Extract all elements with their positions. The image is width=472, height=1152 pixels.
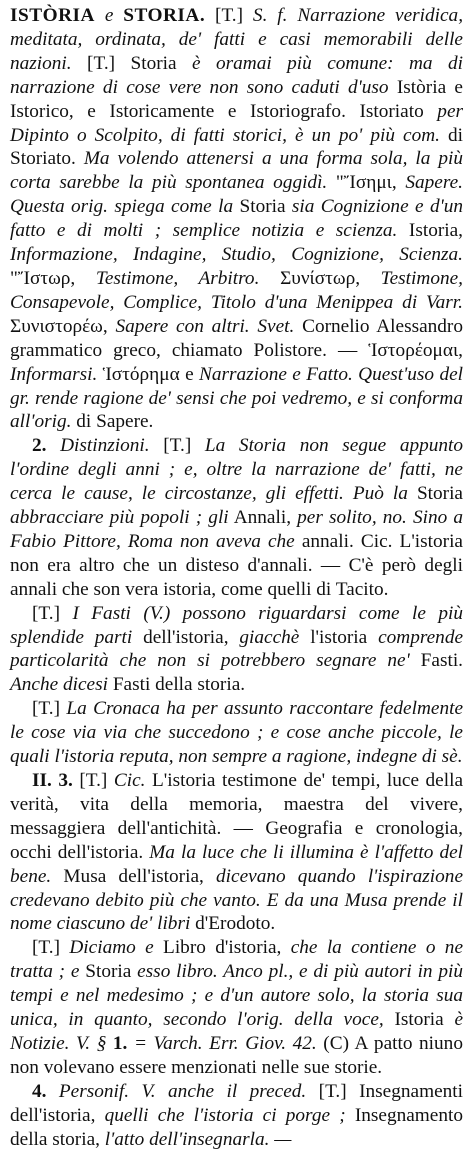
definition-text: Narrazione veridica, meditata, ordinata, de' fatti e casi memorabili delle nazioni. (10, 5, 464, 74)
note-text: comprende particolarità che non si potrebbero segnare ne' (10, 626, 464, 672)
term: Libro d'istoria, (163, 937, 282, 959)
source-tag: [T.] (215, 5, 244, 26)
entry-paragraph-cronaca (10, 697, 463, 769)
note-text: Sapere. Questa orig. spiega come la (10, 172, 464, 218)
sense-number: 4. (32, 1080, 47, 1102)
note-text: dicevano quando l'ispirazione credevano debito più che vanto. E da una Musa prende il nome ciascuno de' libri (10, 865, 464, 935)
sense-label: Distinzioni. (60, 435, 150, 457)
citation-text: = Varch. Err. Giov. 42. (133, 1032, 317, 1054)
greek-term: Συνιστορέω, (10, 315, 108, 337)
entry-paragraph-definition (10, 4, 463, 434)
greek-term: Ἱστορέομαι, (368, 339, 463, 361)
term: Annali, (233, 507, 292, 529)
note-text: giacchè (239, 626, 300, 648)
note-text: Diciamo e (69, 937, 154, 959)
term: d'Erodoto. (195, 913, 276, 935)
term: Fasti della storia. (112, 674, 246, 696)
term: Storia (416, 483, 463, 505)
synonyms: Informazione, Indagine, Studio, Cognizione, Scienza. (10, 244, 463, 266)
note-text: che la contiene o ne tratta ; e (10, 937, 464, 983)
gloss: Testimone, Arbitro. (95, 267, 260, 289)
headword: ISTÒRIA (10, 5, 95, 26)
note-text: quelli che l'istoria ci porge ; (104, 1104, 346, 1126)
term: di Storiato. (10, 124, 463, 170)
citation-text: Cornelio Alessandro grammatico greco, chiamato Polistore. — (10, 315, 463, 361)
sense-label: Personif. V. anche il preced. (58, 1080, 307, 1102)
note-text: La Storia non segue appunto l'ordine degli anni ; e, oltre la narrazione de' fatti, ne cerca le cause, le circostanze, gli effetti. Può la (10, 435, 464, 505)
note-text: per solito, no. Sino a Fabio Pittore, Roma non aveva che (10, 507, 463, 552)
sense-number: 2. (32, 435, 47, 457)
section-ref: 1. (112, 1032, 128, 1054)
citation-author: Cic. (113, 770, 146, 791)
conjunction: e (185, 363, 194, 385)
quote-text: A patto niuno non volevano essere menzionati nelle sue storie. (10, 1032, 463, 1078)
source-tag: [T.] (32, 937, 61, 959)
source-tag: [T.] (32, 698, 61, 720)
note-text: è oramai più comune: ma di narrazione di cose vere non sono caduti d'uso (10, 52, 463, 98)
term: Insegnamenti dell'istoria, (10, 1080, 463, 1126)
entry-paragraph-personif (10, 1080, 463, 1152)
note-text: esso libro. Anco pl., e di più autori in più tempi e nel medesimo ; e d'un autore solo, la storia sua unica, in quanto, secondo l'orig. della voce, (10, 961, 463, 1031)
quote-text: L'istoria testimone de' tempi, luce della verità, vita della memoria, maestra del vivere, messaggiera dell'antichità. — Geografia e cronologia, occhi dell'istoria. (10, 770, 464, 863)
quote-text: L'istoria non era altro che un disteso d'annali. — C'è però degli annali che son vera istoria, come quelli di Tacito. (10, 530, 463, 600)
note-text: Ma la luce che li illumina è l'affetto del bene. (10, 841, 463, 887)
gloss: Testimone, Consapevole, Complice, Titolo d'una Menippea di Varr. (10, 267, 463, 313)
source-tag: [T.] (87, 52, 116, 74)
headword-variant: STORIA. (123, 5, 206, 26)
note-text: abbracciare più popoli ; gli (10, 507, 229, 529)
note-text: sia Cognizione e d'un fatto e di molti ; semplice notizia e scienza. (10, 196, 463, 242)
note-text: per Dipinto o Scolpito, di fatti storici, è un po' più com. (10, 100, 463, 146)
term-list: Istòria e Istorico, e Istoricamente e Istoriografo. Istoriato (10, 76, 463, 122)
headword-conjunction: e (104, 5, 114, 26)
term: Fasti. (420, 650, 463, 672)
entry-paragraph-distinctions (10, 434, 463, 601)
term: Storia (239, 196, 286, 218)
sense-number: II. 3. (32, 770, 73, 791)
term: Insegnamento della storia, (10, 1104, 463, 1150)
term: l'istoria (310, 626, 368, 648)
note-text: l'atto dell'insegnarla. — (104, 1128, 292, 1150)
greek-term: "Ἴσημι, (335, 172, 397, 194)
term: Istoria (394, 1009, 444, 1031)
entry-paragraph-cicero (10, 769, 463, 936)
note-text: La Cronaca ha per assunto raccontare fedelmente le cose via via che succedono ; e cose anche piccole, le quali l'istoria reputa, non sempre a ragione, indegne di sè. (10, 698, 464, 768)
note-text: Ma volendo attenersi a una forma sola, la più corta sarebbe la più spontanea oggidì. (10, 148, 463, 194)
entry-paragraph-libro (10, 936, 463, 1079)
source-tag: [T.] (79, 770, 108, 791)
source-tag: [T.] (163, 435, 192, 457)
note-text: I Fasti (V.) possono riguardarsi come le più splendide parti (10, 602, 463, 648)
term: Istoria, (408, 220, 463, 242)
entry-paragraph-fasti (10, 602, 463, 698)
note-text: Anche dicesi (10, 674, 108, 696)
term: dell'istoria, (143, 626, 229, 648)
gloss: Informarsi. (10, 363, 98, 385)
citation-text: annali. Cic. (301, 530, 393, 552)
term: di Sapere. (76, 411, 154, 433)
term: Storia (85, 961, 132, 983)
greek-term: Συνίστωρ, (280, 267, 361, 289)
term: Musa dell'istoria, (63, 865, 204, 887)
source-tag: [T.] (32, 602, 61, 624)
term: Storia (130, 52, 177, 74)
source-tag: [T.] (318, 1080, 347, 1102)
gloss: Narrazione e Fatto. Quest'uso del gr. rende ragione de' sensi che poi vedremo, e si conforma all'orig. (10, 363, 464, 433)
greek-term: "Ἴστωρ, (10, 267, 76, 289)
source-tag: (C) (323, 1032, 349, 1054)
note-text: è Notizie. V. § (10, 1009, 463, 1054)
part-of-speech: S. f. (252, 5, 288, 26)
greek-term: Ἱστόρημα (102, 363, 180, 385)
gloss: Sapere con altri. Svet. (115, 315, 295, 337)
